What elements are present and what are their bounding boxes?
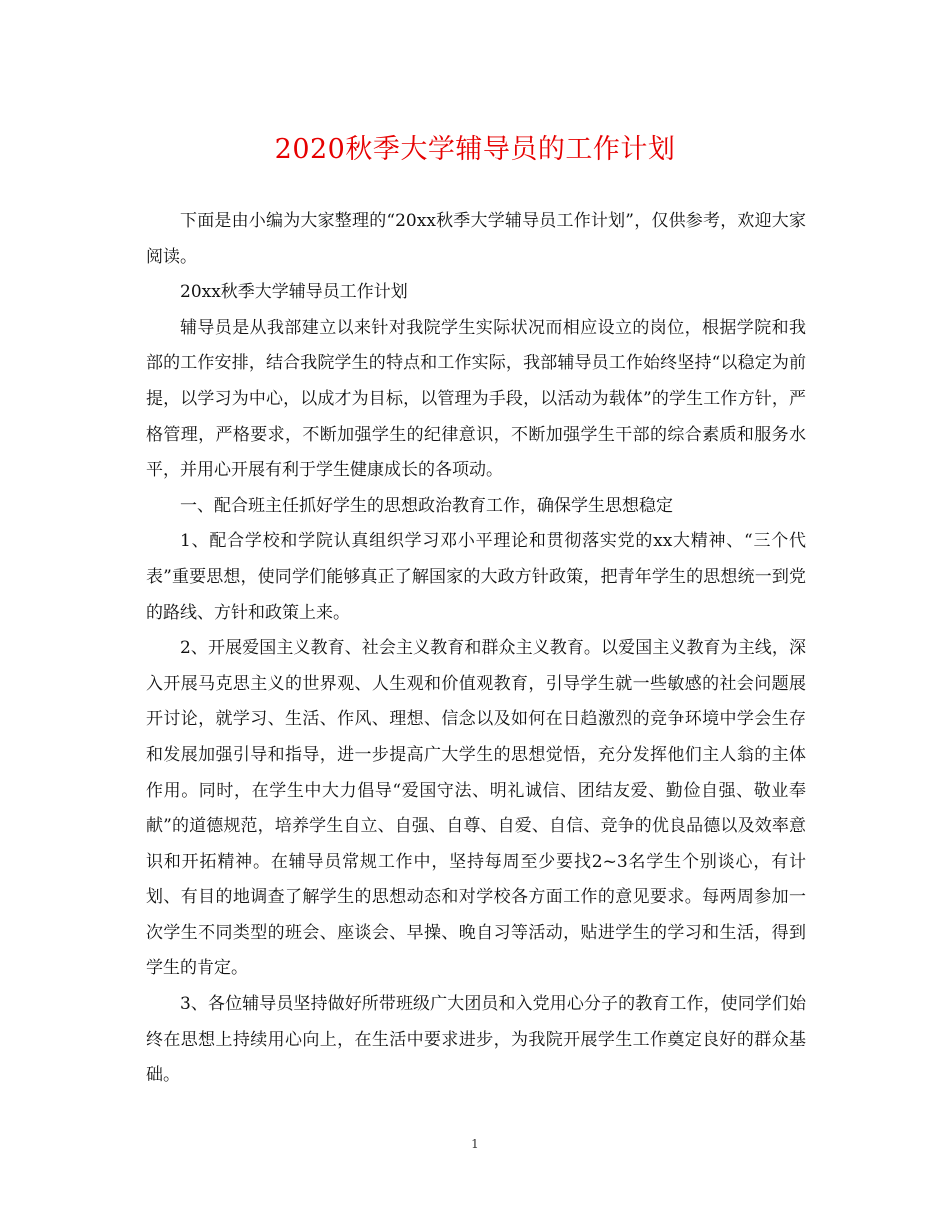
page-number: 1 — [471, 1137, 479, 1151]
paragraph-item-1: 1、配合学校和学院认真组织学习邓小平理论和贯彻落实党的xx大精神、“三个代表”重要思想，使同学们能够真正了解国家的大政方针政策，把青年学生的思想统一到党的路线、方针和政策上来。 — [146, 531, 806, 623]
paragraph-overview: 辅导员是从我部建立以来针对我院学生实际状况而相应设立的岗位，根据学院和我部的工作安排，结合我院学生的特点和工作实际，我部辅导员工作始终坚持“以稳定为前提，以学习为中心，以成才为目标，以管理为手段，以活动为载体”的学生工作方针，严格管理，严格要求，不断加强学生的纪律意识，不断加强学生干部的综合素质和服务水平，并用心开展有利于学生健康成长的各项动。 — [146, 317, 806, 481]
document-title: 2020秋季大学辅导员的工作计划 — [274, 134, 676, 165]
paragraph-intro: 下面是由小编为大家整理的“20xx秋季大学辅导员工作计划”，仅供参考，欢迎大家阅读。 — [146, 211, 806, 267]
paragraph-item-2: 2、开展爱国主义教育、社会主义教育和群众主义教育。以爱国主义教育为主线，深入开展马克思主义的世界观、人生观和价值观教育，引导学生就一些敏感的社会问题展开讨论，就学习、生活、作风、理想、信念以及如何在日趋激烈的竞争环境中学会生存和发展加强引导和指导，进一步提高广大学生的思想觉悟，充分发挥他们主人翁的主体作用。同时，在学生中大力倡导“爱国守法、明礼诚信、团结友爱、勤俭自强、敬业奉献”的道德规范，培养学生自立、自强、自尊、自爱、自信、竞争的优良品德以及效率意识和开拓精神。在辅导员常规工作中，坚持每周至少要找2~3名学生个别谈心，有计划、有目的地调查了解学生的思想动态和对学校各方面工作的意见要求。每两周参加一次学生不同类型的班会、座谈会、早操、晚自习等活动，贴进学生的学习和生活，得到学生的肯定。 — [146, 638, 806, 979]
paragraph-item-3: 3、各位辅导员坚持做好所带班级广大团员和入党用心分子的教育工作，使同学们始终在思想上持续用心向上，在生活中要求进步，为我院开展学生工作奠定良好的群众基础。 — [146, 994, 806, 1086]
document-body — [146, 204, 806, 1094]
paragraph-subtitle: 20xx秋季大学辅导员工作计划 — [180, 282, 408, 303]
section-heading-1: 一、配合班主任抓好学生的思想政治教育工作，确保学生思想稳定 — [180, 495, 673, 516]
